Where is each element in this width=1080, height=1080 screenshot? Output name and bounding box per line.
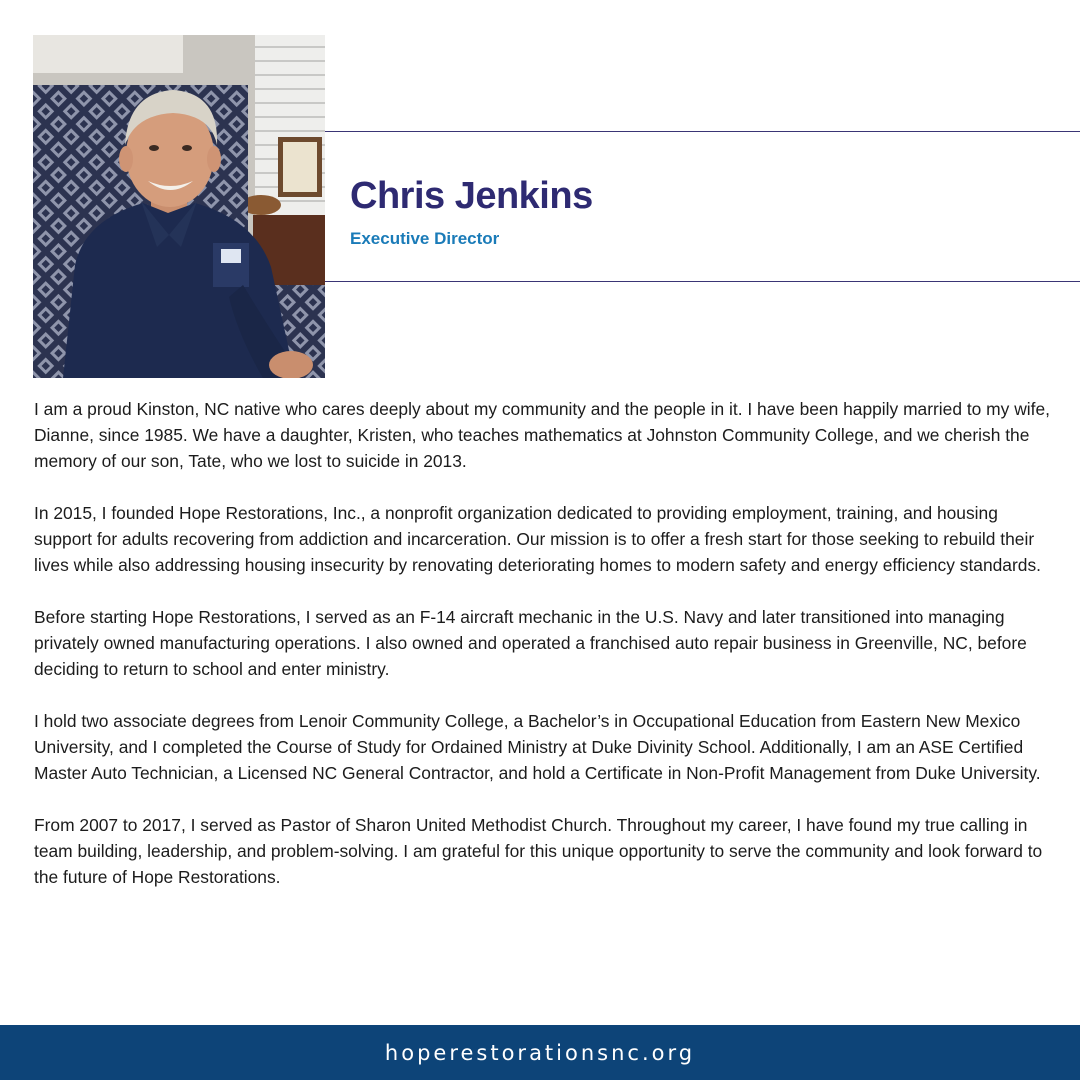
footer-bar [0,1025,1080,1080]
header-rule-top [325,131,1080,132]
biography [34,396,1056,916]
profile-photo [33,35,325,378]
person-name: Chris Jenkins [350,175,593,217]
header-rule-bottom [325,281,1080,282]
website-url[interactable]: hoperestorationsnc.org [384,1040,696,1065]
bio-paragraph: I hold two associate degrees from Lenoir Community College, a Bachelor’s in Occupational Education from Eastern New Mexico University, and I completed the Course of Study for Ordained Ministry at Duke Divinity School. Additionally, I am an ASE Certified Master Auto Technician, a Licensed NC General Contractor, and hold a Certificate in Non-Profit Management from Duke University. [34,711,1041,783]
person-title: Executive Director [350,229,500,248]
bio-paragraph: Before starting Hope Restorations, I served as an F-14 aircraft mechanic in the U.S. Navy and later transitioned into managing privately owned manufacturing operations. I also owned and operated a franchised auto repair business in Greenville, NC, before deciding to return to school and enter ministry. [34,607,1027,679]
bio-paragraph: From 2007 to 2017, I served as Pastor of Sharon United Methodist Church. Throughout my career, I have found my true calling in team building, leadership, and problem-solving. I am grateful for this unique opportunity to serve the community and look forward to the future of Hope Restorations. [34,815,1043,887]
bio-paragraph: I am a proud Kinston, NC native who cares deeply about my community and the people in it. I have been happily married to my wife, Dianne, since 1985. We have a daughter, Kristen, who teaches mathematics at Johnston Community College, and we cherish the memory of our son, Tate, who we lost to suicide in 2013. [34,399,1050,471]
bio-paragraph: In 2015, I founded Hope Restorations, Inc., a nonprofit organization dedicated to providing employment, training, and housing support for adults recovering from addiction and incarceration. Our mission is to offer a fresh start for those seeking to rebuild their lives while also addressing housing insecurity by renovating deteriorating homes to modern safety and energy efficiency standards. [34,503,1041,575]
